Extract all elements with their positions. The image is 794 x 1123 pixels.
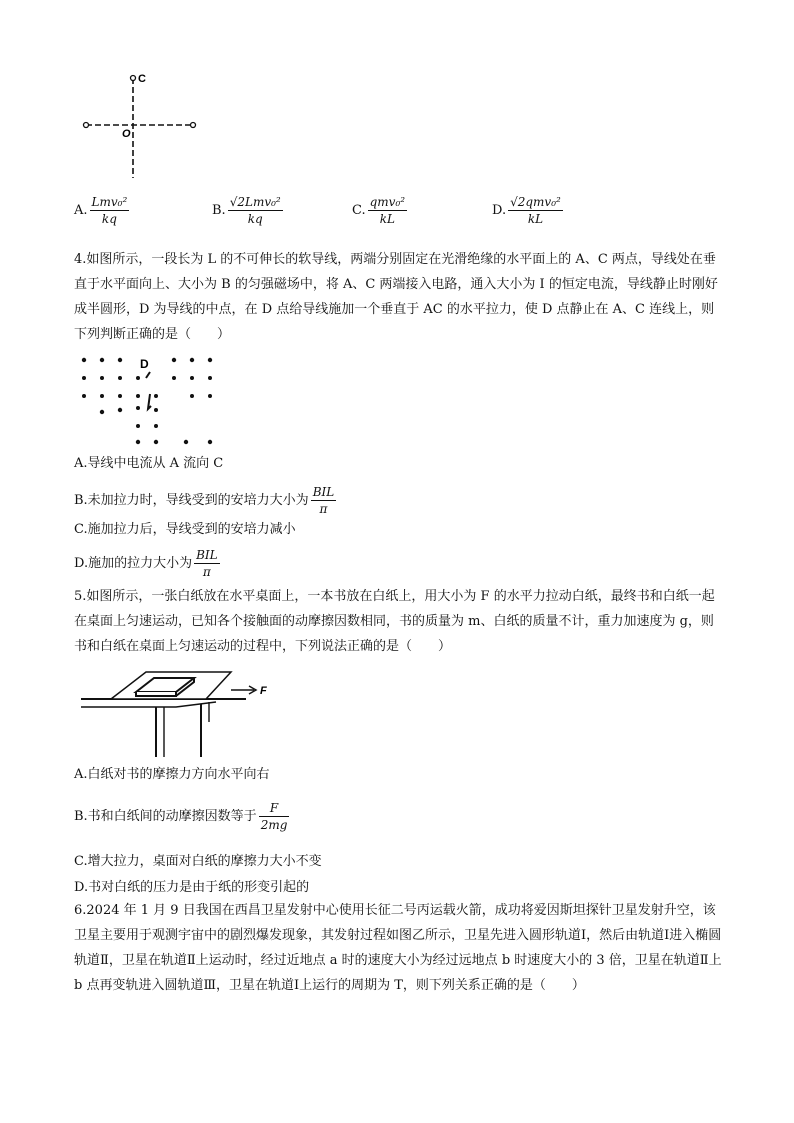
q4-stem: 4.如图所示，一段长为 L 的不可伸长的软导线，两端分别固定在光滑绝缘的水平面上的 A、C 两点，导线处在垂直于水平面向上、大小为 B 的匀强磁场中，将 A、C 两端接入电路，通入大小为 I 的恒定电流，导线静止时刚好成半圆形，D 为导线的中点，在 D 点给导线施加一个垂直于 AC 的水平拉力，使 D 点静止在 A、C 连线上，则下列判断正确的是（ ） bbox=[74, 252, 718, 342]
fig-label-d: D bbox=[140, 357, 149, 371]
axes-figure bbox=[78, 70, 208, 180]
q5-option-c: C.增大拉力，桌面对白纸的摩擦力大小不变 bbox=[74, 854, 322, 869]
q5-stem: 5.如图所示，一张白纸放在水平桌面上，一本书放在白纸上，用大小为 F 的水平力拉动白纸，最终书和白纸一起在桌面上匀速运动，已知各个接触面的动摩擦因数相同，书的质量为 m、白纸的质量不计，重力加速度为 g，则书和白纸在桌面上匀速运动的过程中，下列说法正确的是（ ） bbox=[74, 589, 715, 654]
q4-option-c: C.施加拉力后，导线受到的安培力减小 bbox=[74, 522, 296, 537]
q6-stem: 6.2024 年 1 月 9 日我国在西昌卫星发射中心使用长征二号丙运载火箭，成功将爱因斯坦探针卫星发射升空，该卫星主要用于观测宇宙中的剧烈爆发现象，其发射过程如图乙所示，卫星先进入圆形轨道Ⅰ，然后由轨道Ⅰ进入椭圆轨道Ⅱ，卫星在轨道Ⅱ上运动时，经过近地点 a 时的速度大小为经过远地点 b 时速度大小的 3 倍，卫星在轨道Ⅱ上 b 点再变轨进入圆轨道Ⅲ，卫星在轨道Ⅰ上运行的周期为 T，则下列关系正确的是（ ） bbox=[74, 903, 722, 993]
magnetic-field-figure bbox=[76, 354, 226, 449]
q4-option-b: B.未加拉力时，导线受到的安培力大小为 $\frac{\text{BIL}}{\pi}$ bbox=[74, 485, 335, 516]
q5-option-b: B.书和白纸间的动摩擦因数等于 $\frac{F}{2mg}$ bbox=[74, 801, 288, 832]
q3-option-b: B. $\frac{\text{√2Lmv₀²}}{kq}$ bbox=[212, 195, 281, 226]
point-left bbox=[84, 123, 89, 128]
q3-option-c: C. $\frac{\text{qmv₀²}}{kL}$ bbox=[352, 195, 406, 226]
book-paper-table-figure bbox=[76, 662, 276, 762]
q5-option-a: A.白纸对书的摩擦力方向水平向右 bbox=[74, 767, 270, 782]
q3-option-a: A. $\frac{\text{Lmv₀²}}{kq}$ bbox=[74, 195, 128, 226]
fig-label-f: F bbox=[260, 685, 267, 697]
point-right bbox=[191, 123, 196, 128]
q5-option-d: D.书对白纸的压力是由于纸的形变引起的 bbox=[74, 880, 310, 895]
label-o: O bbox=[122, 128, 131, 140]
q4-option-d: D.施加的拉力大小为 $\frac{\text{BIL}}{\pi}$ bbox=[74, 548, 218, 579]
label-c: C bbox=[138, 73, 146, 85]
point-c bbox=[131, 76, 136, 81]
q4-option-a: A.导线中电流从 A 流向 C bbox=[74, 456, 224, 471]
q3-option-d: D. $\frac{\text{√2qmv₀²}}{kL}$ bbox=[492, 195, 561, 226]
